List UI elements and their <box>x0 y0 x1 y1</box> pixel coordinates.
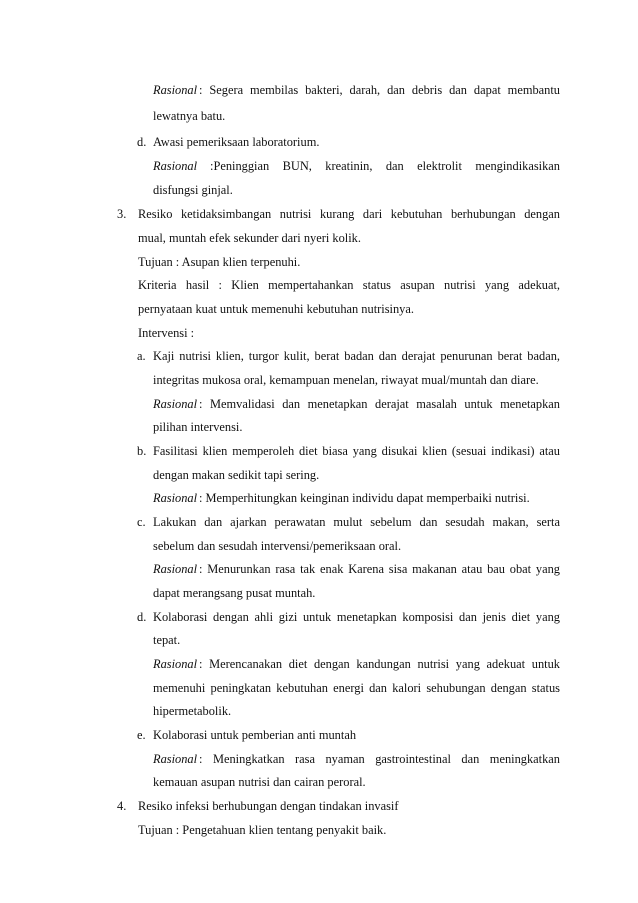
intervention-text: Kolaborasi dengan ahli gizi untuk menetapkan komposisi dan jenis diet yang <box>153 610 560 624</box>
diagnosis-text-continued: mual, muntah efek sekunder dari nyeri kolik. <box>138 231 361 245</box>
section-number: 3. <box>117 207 127 221</box>
rationale-label: Rasional <box>153 562 198 576</box>
intervention-text: Kolaborasi untuk pemberian anti muntah <box>153 728 357 742</box>
rationale-text-continued: pilihan intervensi. <box>153 420 243 434</box>
intervention-text-continued: tepat. <box>153 633 181 647</box>
rationale-text-continued: lewatnya batu. <box>153 109 226 123</box>
rationale-text-continued: dapat merangsang pusat muntah. <box>153 586 316 600</box>
list-marker: a. <box>137 349 146 363</box>
section-number: 4. <box>117 799 127 813</box>
diagnosis-text: Resiko infeksi berhubungan dengan tindakan invasif <box>138 799 399 813</box>
rationale-text: : Segera membilas bakteri, darah, dan debris dan dapat membantu <box>199 83 560 97</box>
rationale-label: Rasional <box>153 397 198 411</box>
intervention-text-continued: dengan makan sedikit tapi sering. <box>153 468 320 482</box>
rationale-text: : Meningkatkan rasa nyaman gastrointestinal dan meningkatkan <box>199 752 560 766</box>
criteria-text-continued: pernyataan kuat untuk memenuhi kebutuhan nutrisinya. <box>138 302 414 316</box>
rationale-text: : Merencanakan diet dengan kandungan nutrisi yang adekuat untuk <box>199 657 560 671</box>
rationale-label: Rasional <box>153 83 198 97</box>
rationale-text-continued: disfungsi ginjal. <box>153 183 233 197</box>
rationale-text: :Peninggian BUN, kreatinin, dan elektrolit mengindikasikan <box>210 159 560 173</box>
list-marker: d. <box>137 610 147 624</box>
interventions-heading: Intervensi : <box>138 326 195 340</box>
goal-text: Tujuan : Asupan klien terpenuhi. <box>138 255 301 269</box>
diagnosis-text: Resiko ketidaksimbangan nutrisi kurang dari kebutuhan berhubungan dengan <box>138 207 560 221</box>
list-marker: c. <box>137 515 146 529</box>
rationale-text: : Menurunkan rasa tak enak Karena sisa makanan atau bau obat yang <box>199 562 560 576</box>
list-marker: b. <box>137 444 147 458</box>
list-marker: e. <box>137 728 146 742</box>
rationale-label: Rasional <box>153 159 198 173</box>
list-marker: d. <box>137 135 147 149</box>
intervention-text: Awasi pemeriksaan laboratorium. <box>153 135 320 149</box>
rationale-label: Rasional <box>153 657 198 671</box>
rationale-text-continued: kemauan asupan nutrisi dan cairan peroral. <box>153 775 366 789</box>
intervention-text: Lakukan dan ajarkan perawatan mulut sebelum dan sesudah makan, serta <box>153 515 560 529</box>
intervention-text-continued: integritas mukosa oral, kemampuan menelan, riwayat mual/muntah dan diare. <box>153 373 539 387</box>
rationale-text-continued: memenuhi peningkatan kebutuhan energi dan kalori sehubungan dengan status <box>153 681 560 695</box>
intervention-text: Fasilitasi klien memperoleh diet biasa yang disukai klien (sesuai indikasi) atau <box>153 444 560 458</box>
goal-text: Tujuan : Pengetahuan klien tentang penyakit baik. <box>138 823 387 837</box>
rationale-label: Rasional <box>153 491 198 505</box>
intervention-text-continued: sebelum dan sesudah intervensi/pemeriksaan oral. <box>153 539 402 553</box>
rationale-text: : Memperhitungkan keinginan individu dapat memperbaiki nutrisi. <box>199 491 530 505</box>
rationale-label: Rasional <box>153 752 198 766</box>
rationale-text: : Memvalidasi dan menetapkan derajat masalah untuk menetapkan <box>199 397 560 411</box>
rationale-text-continued: hipermetabolik. <box>153 704 232 718</box>
criteria-text: Kriteria hasil : Klien mempertahankan status asupan nutrisi yang adekuat, <box>138 278 560 292</box>
intervention-text: Kaji nutrisi klien, turgor kulit, berat badan dan derajat penurunan berat badan, <box>153 349 560 363</box>
